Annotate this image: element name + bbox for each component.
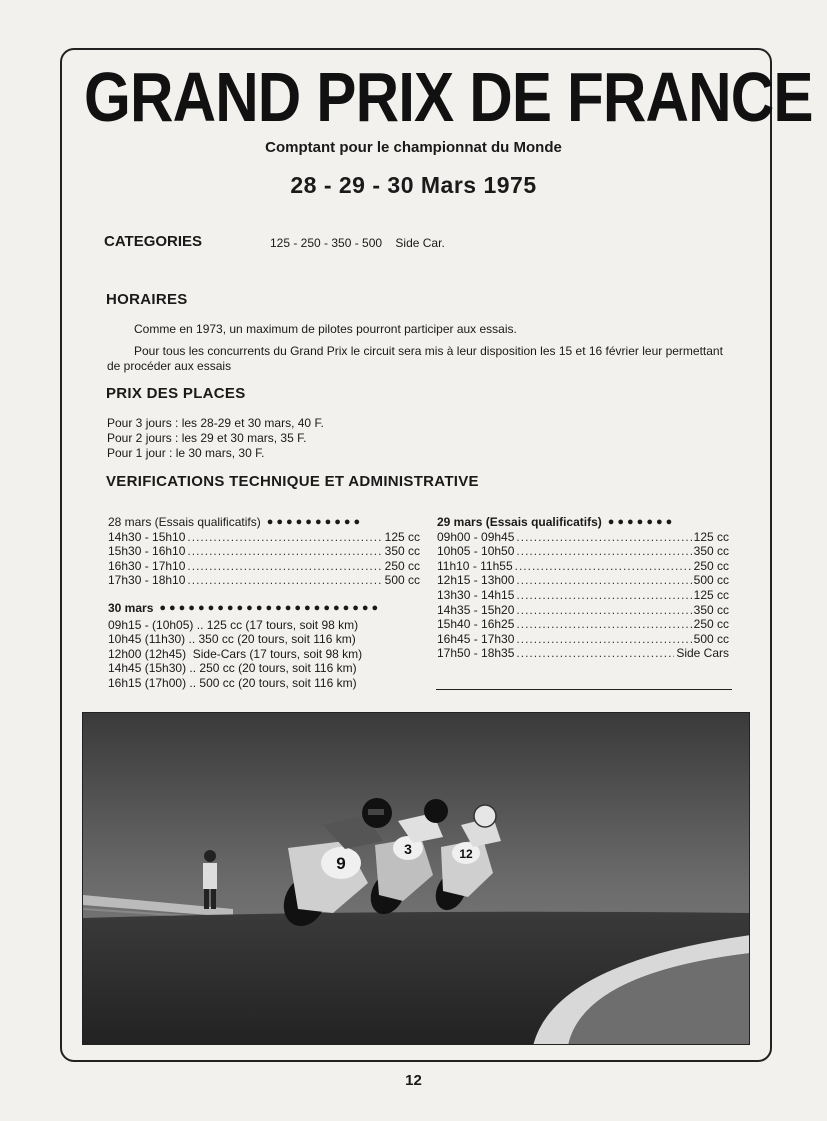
schedule-row: 16h30 - 17h10 ..... 250 cc <box>108 559 420 574</box>
bike-number: 12 <box>459 847 473 861</box>
page-title: GRAND PRIX DE FRANCE <box>84 58 813 136</box>
day28-heading-row <box>108 515 420 530</box>
day28-heading: 28 mars (Essais qualificatifs) <box>108 515 261 529</box>
race-photo-illustration <box>83 713 750 1045</box>
schedule-row: 17h30 - 18h10 ..... 500 cc <box>108 573 420 588</box>
schedule-row: 12h15 - 13h00 ..... 500 cc <box>437 573 729 588</box>
categories-values: 125 - 250 - 350 - 500 Side Car. <box>270 236 445 250</box>
horaires-paragraph-2: Pour tous les concurrents du Grand Prix le circuit sera mis à leur disposition les 15 et 16 février leur permettant de procéder aux essais <box>107 344 723 373</box>
prix-line: Pour 3 jours : les 28-29 et 30 mars, 40 F. <box>107 416 324 430</box>
schedule-row: 16h45 - 17h30 ..... 500 cc <box>437 632 729 647</box>
race-row: 09h15 - (10h05) .. 125 cc (17 tours, soit 98 km) <box>108 617 359 632</box>
schedule-row: 14h30 - 15h10 ..... 125 cc <box>108 530 420 545</box>
race-row: 14h45 (15h30) .. 250 cc (20 tours, soit 116 km) <box>108 661 357 676</box>
race-row: 16h15 (17h00) .. 500 cc (20 tours, soit 116 km) <box>108 675 357 690</box>
day29-heading-row <box>437 515 729 530</box>
race-row: 10h45 (11h30) .. 350 cc (20 tours, soit 116 km) <box>108 632 356 647</box>
horaires-heading: HORAIRES <box>106 291 188 308</box>
schedule-row: 17h50 - 18h35 ..... Side Cars <box>437 646 729 661</box>
schedule-rule <box>436 689 732 690</box>
day30-heading-row <box>108 601 420 616</box>
prix-list <box>107 416 324 461</box>
day29-heading: 29 mars (Essais qualificatifs) <box>437 515 602 529</box>
categories-heading: CATEGORIES <box>104 233 203 250</box>
schedule-row: 13h30 - 14h15 ..... 125 cc <box>437 588 729 603</box>
schedule-row: 09h00 - 09h45 ..... 125 cc <box>437 530 729 545</box>
schedule-row: 15h30 - 16h10 ..... 350 cc <box>108 544 420 559</box>
schedule-row: 11h10 - 11h55 ..... 250 cc <box>437 559 729 574</box>
page-number: 12 <box>405 1072 422 1089</box>
bullet-divider: ●●●●●●●●●● <box>266 516 364 528</box>
schedule-day28 <box>108 515 420 588</box>
bike-number: 3 <box>404 841 412 857</box>
prix-heading: PRIX DES PLACES <box>106 385 246 402</box>
event-dates: 28 - 29 - 30 Mars 1975 <box>290 172 537 198</box>
bike-number: 9 <box>336 854 346 873</box>
horaires-paragraph-1: Comme en 1973, un maximum de pilotes pourront participer aux essais. <box>134 322 517 336</box>
bullet-divider: ●●●●●●● <box>607 516 676 528</box>
bullet-divider: ●●●●●●●●●●●●●●●●●●●●●●● <box>159 602 382 614</box>
schedule-row: 14h35 - 15h20 ..... 350 cc <box>437 603 729 618</box>
subtitle: Comptant pour le championnat du Monde <box>265 139 562 156</box>
day30-heading: 30 mars <box>108 601 154 615</box>
schedule-day30 <box>108 601 420 691</box>
verifications-heading: VERIFICATIONS TECHNIQUE ET ADMINISTRATIVE <box>106 473 479 490</box>
schedule-day29 <box>437 515 729 661</box>
race-row: 12h00 (12h45) Side-Cars (17 tours, soit 98 km) <box>108 646 363 661</box>
schedule-row: 10h05 - 10h50 ..... 350 cc <box>437 544 729 559</box>
schedule-row: 15h40 - 16h25 ..... 250 cc <box>437 617 729 632</box>
prix-line: Pour 2 jours : les 29 et 30 mars, 35 F. <box>107 431 307 445</box>
prix-line: Pour 1 jour : le 30 mars, 30 F. <box>107 446 265 460</box>
race-photo <box>82 712 750 1045</box>
